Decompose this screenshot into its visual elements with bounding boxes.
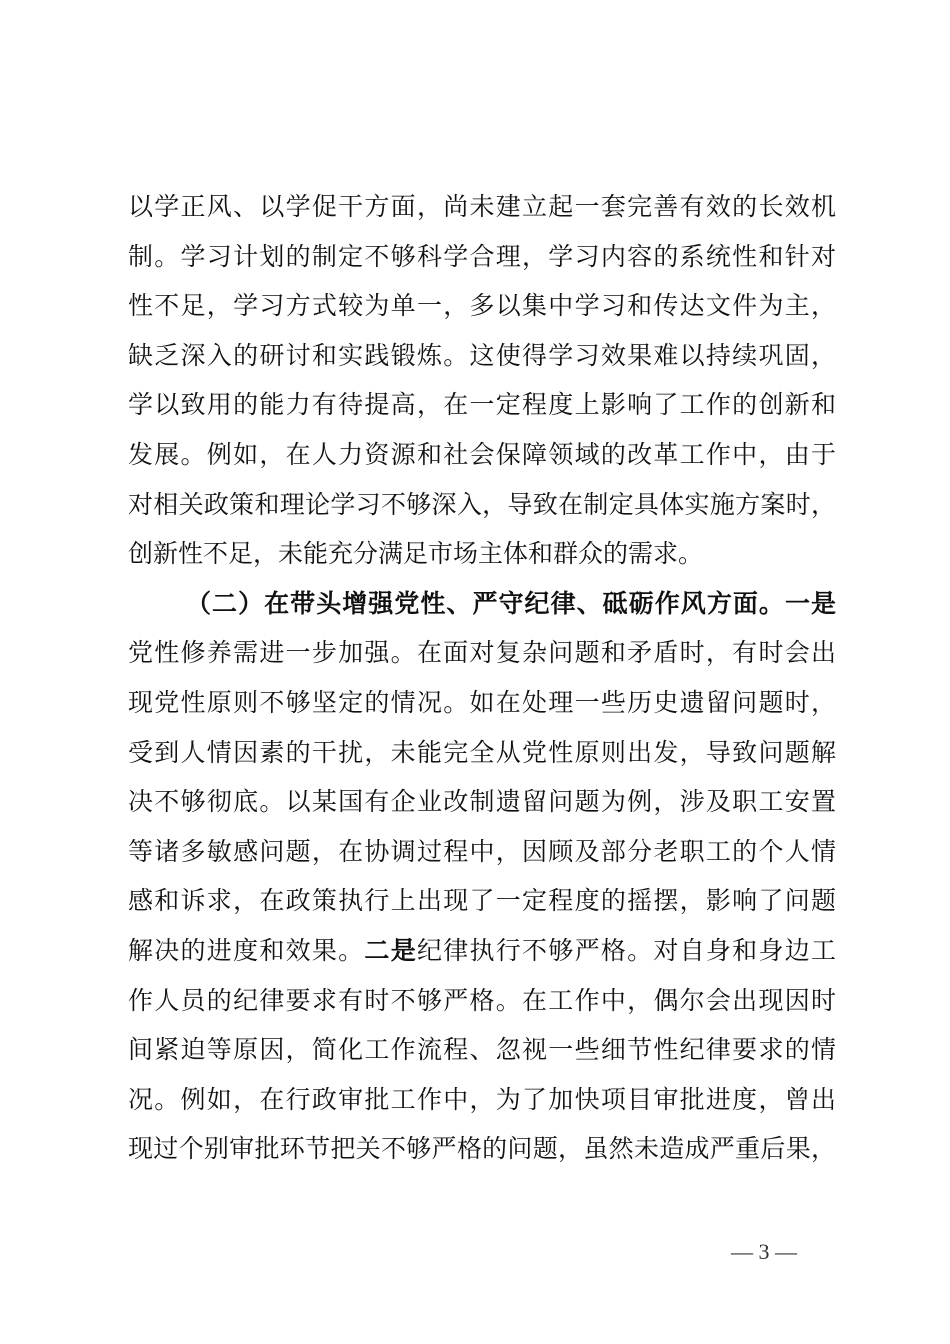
text-line-18: 间紧迫等原因，简化工作流程、忽视一些细节性纪律要求的情	[128, 1035, 836, 1065]
text-line-7: 对相关政策和理论学习不够深入，导致在制定具体实施方案时，	[128, 489, 836, 519]
page-number: — 3 —	[731, 1239, 797, 1264]
text-line-17: 作人员的纪律要求有时不够严格。在工作中，偶尔会出现因时	[128, 985, 836, 1015]
text-line-2: 制。学习计划的制定不够科学合理，学习内容的系统性和针对	[128, 241, 836, 271]
text-line-6: 发展。例如，在人力资源和社会保障领域的改革工作中，由于	[128, 439, 836, 469]
text-line-15: 感和诉求，在政策执行上出现了一定程度的摇摆，影响了问题	[128, 886, 836, 916]
text-line-5: 学以致用的能力有待提高，在一定程度上影响了工作的创新和	[128, 390, 836, 420]
body-text	[128, 182, 836, 1174]
text-line-8: 创新性不足，未能充分满足市场主体和群众的需求。	[128, 539, 704, 569]
text-line-11: 现党性原则不够坚定的情况。如在处理一些历史遗留问题时，	[128, 687, 836, 717]
point-two-marker: 二是	[364, 935, 417, 965]
text-line-14: 等诸多敏感问题，在协调过程中，因顾及部分老职工的个人情	[128, 836, 836, 866]
text-line-19: 况。例如，在行政审批工作中，为了加快项目审批进度，曾出	[128, 1084, 836, 1114]
text-line-13: 决不够彻底。以某国有企业改制遗留问题为例，涉及职工安置	[128, 787, 836, 817]
text-line-12: 受到人情因素的干扰，未能完全从党性原则出发，导致问题解	[128, 737, 836, 767]
text-line-4: 缺乏深入的研讨和实践锻炼。这使得学习效果难以持续巩固，	[128, 340, 836, 370]
text-line-16: 解决的进度和效果。二是纪律执行不够严格。对自身和身边工	[128, 935, 836, 965]
section-heading-line: （二）在带头增强党性、严守纪律、砥砺作风方面。一是	[186, 588, 836, 618]
text-line-1: 以学正风、以学促干方面，尚未建立起一套完善有效的长效机	[128, 192, 836, 221]
text-line-3: 性不足，学习方式较为单一，多以集中学习和传达文件为主，	[128, 291, 836, 321]
text-line-10: 党性修养需进一步加强。在面对复杂问题和矛盾时，有时会出	[128, 638, 836, 668]
text-line-20: 现过个别审批环节把关不够严格的问题，虽然未造成严重后果，	[128, 1134, 836, 1164]
